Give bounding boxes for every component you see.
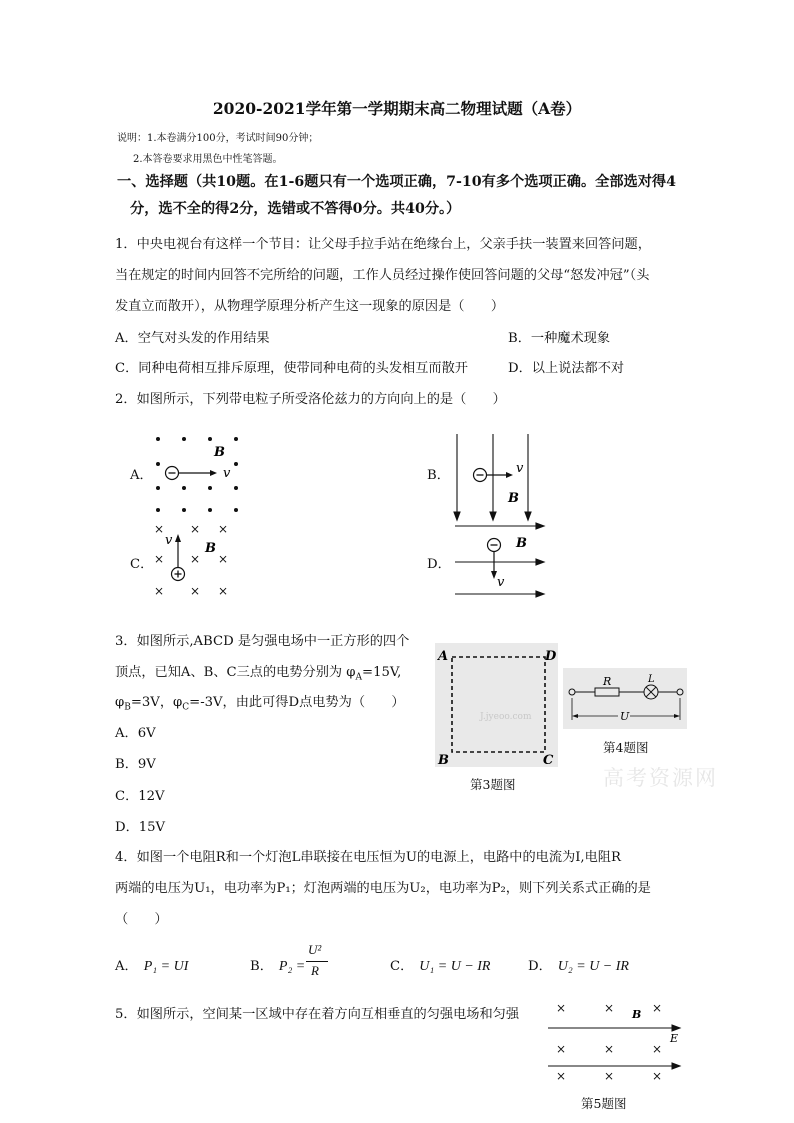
r-label: R <box>603 675 612 688</box>
q4-stem-line1: 4．如图一个电阻R和一个灯泡L串联接在电压恒为U的电源上，电路中的电流为I,电阻R <box>115 850 621 865</box>
svg-text:×: × <box>604 1001 615 1015</box>
svg-text:×: × <box>218 552 229 566</box>
q3-option-d: D．15V <box>115 820 166 835</box>
q3-option-c: C．12V <box>115 789 165 804</box>
svg-text:×: × <box>154 584 165 598</box>
fraction-bar <box>306 961 328 962</box>
q2-label-a: A． <box>130 468 153 483</box>
svg-text:×: × <box>652 1069 663 1083</box>
b-label: B <box>214 445 225 460</box>
corner-d: D <box>545 649 557 664</box>
cross-field <box>556 1001 662 1083</box>
q4-stem-line2: 两端的电压为U₁，电功率为P₁；灯泡两端的电压为U₂，电功率为P₂，则下列关系式正确的是 <box>115 881 651 896</box>
q3-figure <box>435 643 560 768</box>
q1-option-d: D．以上说法都不对 <box>508 361 625 376</box>
b-label: B <box>205 541 216 556</box>
svg-text:×: × <box>190 552 201 566</box>
field-lines-down <box>454 434 531 520</box>
figure-background <box>435 643 558 767</box>
q2-figure-d <box>452 520 552 600</box>
q1-stem-line3: 发直立而散开），从物理学原理分析产生这一现象的原因是（ ） <box>115 299 505 314</box>
q2-label-c: C． <box>130 557 154 572</box>
svg-text:×: × <box>652 1042 663 1056</box>
q4-option-b-denominator: R <box>311 963 319 978</box>
q1-option-a: A．空气对头发的作用结果 <box>115 331 270 346</box>
v-label: v <box>497 575 505 590</box>
e-label: E <box>670 1032 679 1045</box>
q1-stem-line1: 1．中央电视台有这样一个节目：让父母手拉手站在绝缘台上，父亲手扶一装置来回答问题， <box>115 237 651 252</box>
corner-a: A <box>438 649 449 664</box>
q3-stem-line2: 顶点，已知A、B、C三点的电势分别为 $\varphi_A=15V$, <box>115 665 402 683</box>
q3-stem-line1: 3．如图所示,ABCD 是匀强电场中一正方形的四个 <box>115 634 410 649</box>
q3-stem-line3: $\varphi_B=3V$，$\varphi_C=-3V$，由此可得D点电势为（ ） <box>115 695 405 713</box>
u-label: U <box>620 710 630 723</box>
q2-figure-a <box>150 430 245 520</box>
q2-stem: 2．如图所示，下列带电粒子所受洛伦兹力的方向向上的是（ ） <box>115 392 506 407</box>
b-label: B <box>632 1008 642 1021</box>
q3-option-a: A．6V <box>115 726 156 741</box>
svg-text:×: × <box>604 1042 615 1056</box>
q2-label-b: B． <box>427 468 450 483</box>
q4-option-b-numerator: U² <box>308 942 322 957</box>
section-1-heading-line1: 一、选择题（共10题。在1-6题只有一个选项正确，7-10有多个选项正确。全部选对得4 <box>117 174 676 190</box>
l-label: L <box>648 674 655 685</box>
watermark: J.jyeoo.com <box>480 712 532 722</box>
q4-option-d: D． U₂ = U − IR <box>528 959 629 974</box>
q2-label-d: D． <box>427 557 451 572</box>
svg-text:×: × <box>556 1042 567 1056</box>
svg-text:×: × <box>190 522 201 536</box>
q3-figure-caption: 第3题图 <box>470 777 516 792</box>
b-label: B <box>508 491 519 506</box>
watermark: 高考资源网 <box>603 766 718 790</box>
page-title: 2020-2021学年第一学期期末高二物理试题（A卷） <box>212 99 582 118</box>
q4-figure-caption: 第4题图 <box>603 740 649 755</box>
q4-option-a: A． P₁ = UI <box>115 959 189 974</box>
q2-figure-c <box>150 522 245 600</box>
svg-text:×: × <box>154 522 165 536</box>
q2-figure-b <box>450 430 550 525</box>
corner-c: C <box>543 753 554 768</box>
q4-figure <box>563 668 688 730</box>
note-1: 说明：1.本卷满分100分，考试时间90分钟； <box>117 133 319 144</box>
svg-text:×: × <box>652 1001 663 1015</box>
q5-stem: 5．如图所示，空间某一区域中存在着方向互相垂直的匀强电场和匀强 <box>115 1007 520 1022</box>
q1-option-c: C．同种电荷相互排斥原理，使带同种电荷的头发相互而散开 <box>115 361 468 376</box>
q1-option-b: B．一种魔术现象 <box>508 331 611 346</box>
svg-text:×: × <box>154 552 165 566</box>
svg-text:×: × <box>218 522 229 536</box>
q4-stem-line3: （ ） <box>115 912 168 927</box>
b-label: B <box>516 536 527 551</box>
section-1-heading-line2: 分，选不全的得2分，选错或不答得0分。共40分。） <box>130 201 461 217</box>
q5-figure-caption: 第5题图 <box>581 1096 627 1111</box>
q4-option-c: C． U₁ = U − IR <box>390 959 491 974</box>
svg-text:×: × <box>556 1069 567 1083</box>
q1-stem-line2: 当在规定的时间内回答不完所给的问题，工作人员经过操作使回答问题的父母“怒发冲冠”（头 <box>115 268 650 283</box>
q5-figure <box>546 996 686 1084</box>
v-label: v <box>223 466 231 481</box>
svg-text:×: × <box>190 584 201 598</box>
v-label: v <box>516 461 524 476</box>
corner-b: B <box>438 753 449 768</box>
svg-text:×: × <box>218 584 229 598</box>
svg-text:×: × <box>604 1069 615 1083</box>
q3-option-b: B．9V <box>115 757 156 772</box>
svg-text:×: × <box>556 1001 567 1015</box>
v-label: v <box>165 533 173 548</box>
note-2: 2.本答卷要求用黑色中性笔答题。 <box>133 154 283 165</box>
q4-option-b: B． P₂ = <box>250 959 306 974</box>
